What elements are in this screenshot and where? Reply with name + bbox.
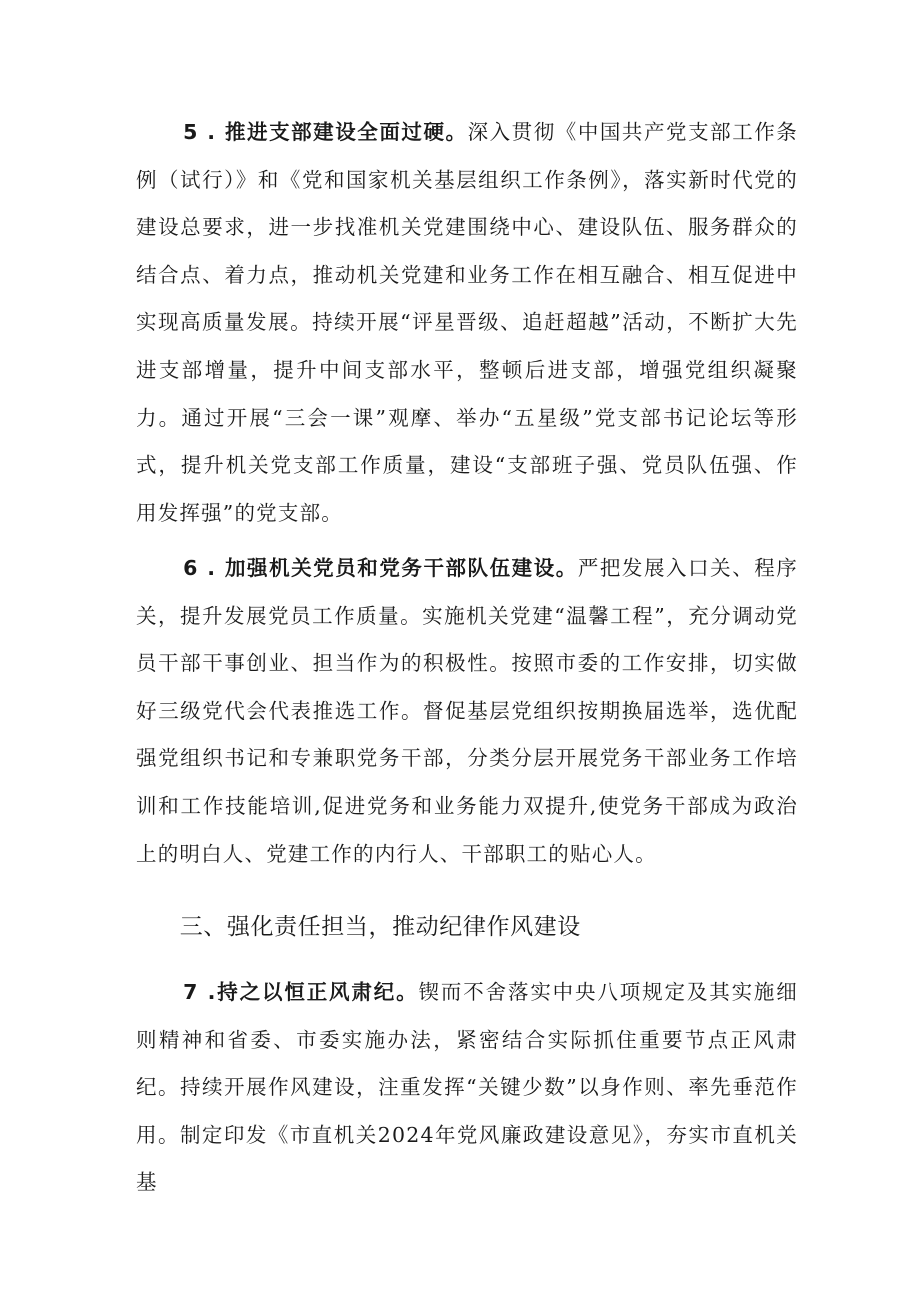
paragraph-5-body: 深入贯彻《中国共产党支部工作条例（试行）》和《党和国家机关基层组织工作条例》，落实新时代党的建设总要求，进一步找准机关党建围绕中心、建设队伍、服务群众的结合点、着力点，推动机关党建和业务工作在相互融合、相互促进中实现高质量发展。持续开展“评星晋级、追赶超越”活动，不断扩大先进支部增量，提升中间支部水平，整顿后进支部，增强党组织凝聚力。通过开展“三会一课”观摩、举办“五星级”党支部书记论坛等形式，提升机关党支部工作质量，建设“支部班子强、党员队伍强、作用发挥强”的党支部。 [136, 120, 799, 525]
paragraph-7 [136, 969, 798, 1207]
paragraph-6-lead: 6 . 加强机关党员和党务干部队伍建设。 [183, 556, 578, 580]
paragraph-7-lead: 7 .持之以恒正风肃纪。 [183, 980, 419, 1004]
section-heading: 三、强化责任担当，推动纪律作风建设 [179, 914, 581, 940]
paragraph-5 [136, 109, 798, 537]
paragraph-7-body: 锲而不舍落实中央八项规定及其实施细则精神和省委、市委实施办法，紧密结合实际抓住重要节点正风肃纪。持续开展作风建设，注重发挥“关键少数”以身作则、率先垂范作用。制定印发《市直机关2024年党风廉政建设意见》，夯实市直机关基 [136, 980, 798, 1195]
paragraph-6 [136, 545, 798, 878]
paragraph-5-lead: 5 . 推进支部建设全面过硬。 [183, 120, 468, 144]
paragraph-6-body: 严把发展入口关、程序关，提升发展党员工作质量。实施机关党建“温馨工程”，充分调动党员干部干事创业、担当作为的积极性。按照市委的工作安排，切实做好三级党代会代表推选工作。督促基层党组织按期换届选举，选优配强党组织书记和专兼职党务干部，分类分层开展党务干部业务工作培训和工作技能培训,促进党务和业务能力双提升,使党务干部成为政治上的明白人、党建工作的内行人、干部职工的贴心人。 [136, 556, 799, 866]
